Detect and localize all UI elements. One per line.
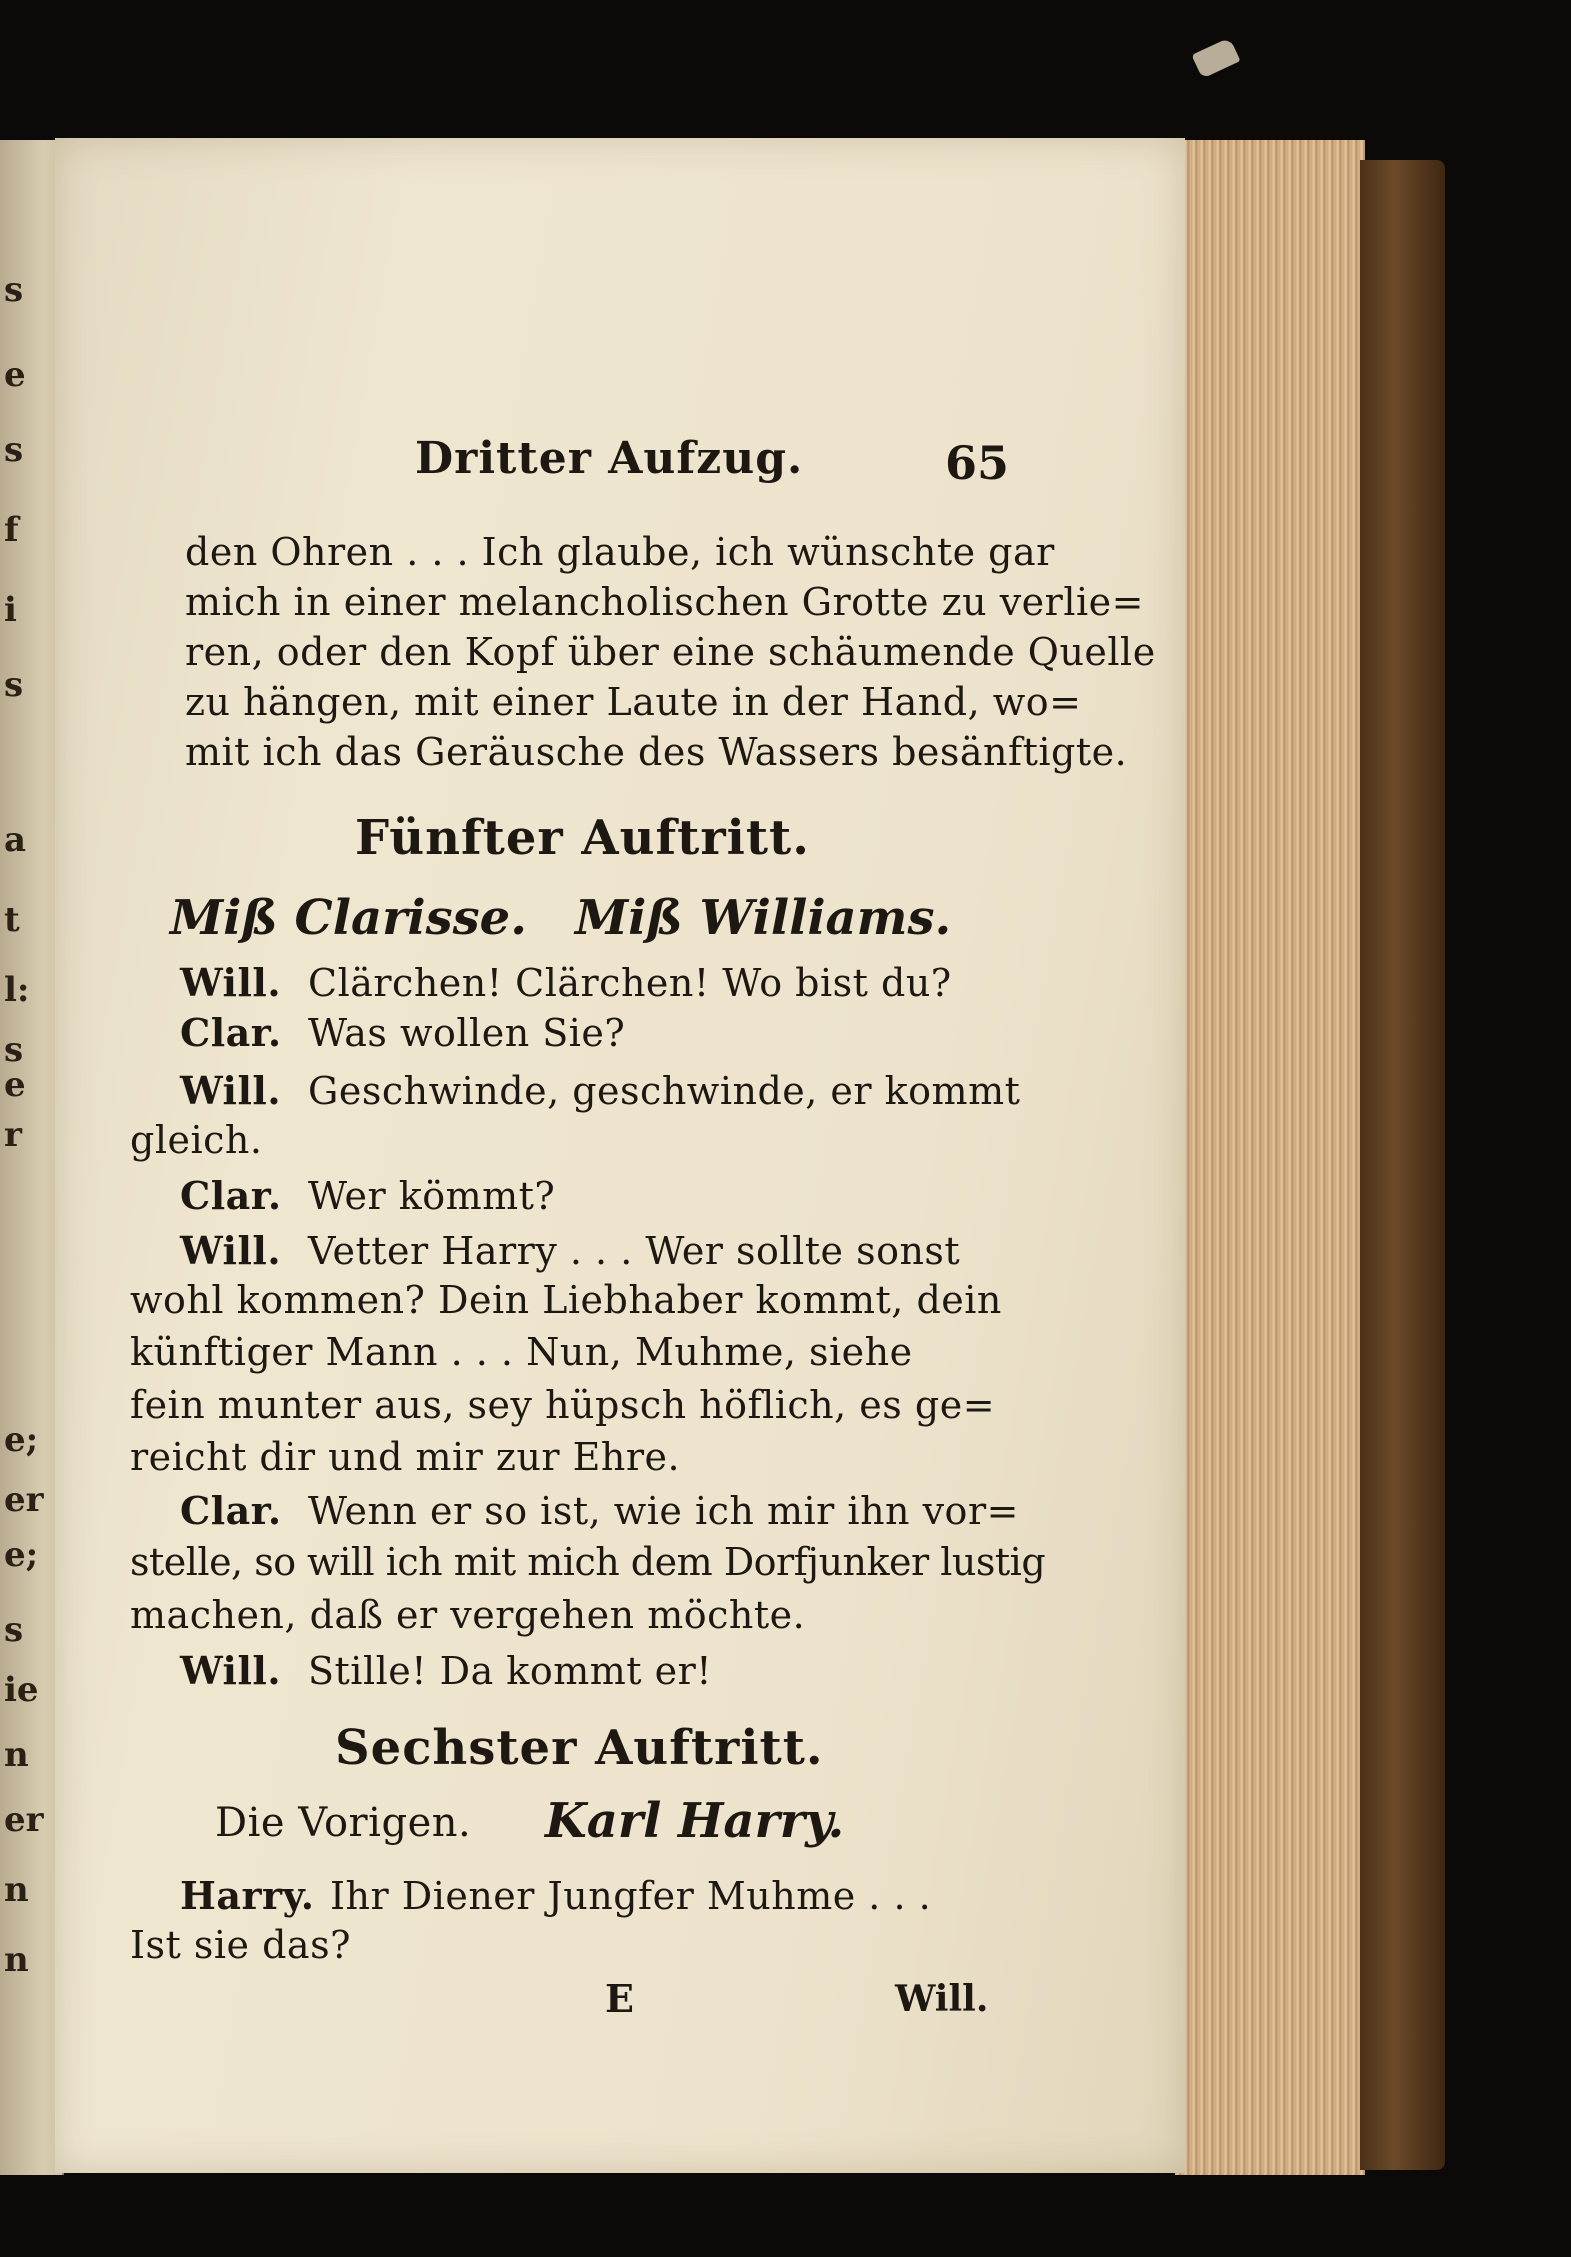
dialogue-text: Wer kömmt? [308,1174,556,1218]
text-line: den Ohren . . . Ich glaube, ich wünschte gar [185,530,1055,574]
margin-fragment: f [4,510,19,550]
scene-heading: Sechster Auftritt. [335,1720,824,1776]
dialogue-line [180,1873,931,1918]
running-head: Dritter Aufzug. [415,433,804,484]
dialogue-text: Ihr Diener Jungfer Muhme . . . [330,1874,932,1918]
text-line: zu hängen, mit einer Laute in der Hand, wo= [185,680,1082,724]
text-line: mit ich das Geräusche des Wassers besänftigte. [185,730,1128,774]
margin-fragment: s [4,665,24,705]
speaker-label: Will. [180,1228,282,1273]
dialogue-line [130,1383,995,1427]
margin-fragment: a [4,820,27,860]
speaker-label: Harry. [180,1873,315,1918]
dialogue-line [180,1488,1019,1533]
dialogue-line [130,1118,262,1162]
dialogue-line [180,1228,960,1273]
margin-fragment: er [4,1480,44,1520]
margin-fragment: l: [4,970,30,1010]
dialogue-line [180,1173,555,1218]
book-cover [1360,160,1445,2170]
dialogue-line [130,1923,351,1967]
margin-fragment: e; [4,1535,39,1575]
margin-fragment: e [4,1065,26,1105]
margin-fragment: e; [4,1420,39,1460]
cast-name: Karl Harry. [545,1793,845,1849]
margin-fragment: ie [4,1670,39,1710]
margin-fragment: t [4,900,20,940]
text-line: mich in einer melancholischen Grotte zu verlie= [185,580,1144,624]
dialogue-text: reicht dir und mir zur Ehre. [130,1435,681,1479]
cast-name: Miß Williams. [575,890,952,946]
dialogue-text: wohl kommen? Dein Liebhaber kommt, dein [130,1278,1002,1322]
dialogue-text: Ist sie das? [130,1923,351,1967]
margin-fragment: n [4,1940,29,1980]
dialogue-text: Was wollen Sie? [308,1011,626,1055]
margin-fragment: n [4,1870,29,1910]
signature-mark: E [605,1976,634,2021]
catchword: Will. [895,1978,989,2020]
dialogue-line [180,1010,625,1055]
dialogue-line [130,1540,1045,1584]
cast-name: Miß Clarisse. [170,890,527,946]
dialogue-text: Clärchen! Clärchen! Wo bist du? [308,961,952,1005]
paper-speck [1191,37,1240,78]
dialogue-text: gleich. [130,1118,263,1162]
margin-fragment: s [4,270,24,310]
dialogue-line [180,1648,712,1693]
speaker-label: Will. [180,1068,282,1113]
speaker-label: Clar. [180,1173,282,1218]
dialogue-line [130,1330,913,1374]
page-number: 65 [945,436,1010,490]
margin-fragment: e [4,355,26,395]
speaker-label: Clar. [180,1488,282,1533]
dialogue-line [130,1435,680,1479]
dialogue-text: fein munter aus, sey hüpsch höflich, es ge= [130,1383,996,1427]
dialogue-text: Vetter Harry . . . Wer sollte sonst [308,1229,961,1273]
dialogue-text: Wenn er so ist, wie ich mir ihn vor= [308,1489,1019,1533]
dialogue-text: stelle, so will ich mit mich dem Dorfjunker lustig [130,1540,1046,1584]
speaker-label: Clar. [180,1010,282,1055]
dialogue-text: Geschwinde, geschwinde, er kommt [308,1069,1021,1113]
speaker-label: Will. [180,1648,282,1693]
scene-heading: Fünfter Auftritt. [355,810,810,866]
dialogue-line [130,1593,805,1637]
cast-name: Die Vorigen. [215,1800,472,1846]
margin-fragment: i [4,590,17,630]
margin-fragment: s [4,1030,24,1070]
margin-fragment: s [4,430,24,470]
text-line: ren, oder den Kopf über eine schäumende Quelle [185,630,1156,674]
dialogue-text: machen, daß er vergehen möchte. [130,1593,806,1637]
margin-fragment: n [4,1735,29,1775]
book-page [55,138,1185,2173]
dialogue-text: Stille! Da kommt er! [308,1649,713,1693]
margin-fragment: r [4,1115,22,1155]
margin-fragment: s [4,1610,24,1650]
dialogue-line [180,960,952,1005]
dialogue-line [180,1068,1020,1113]
speaker-label: Will. [180,960,282,1005]
margin-fragment: er [4,1800,44,1840]
page-edges [1175,140,1365,2175]
dialogue-line [130,1278,1002,1322]
dialogue-text: künftiger Mann . . . Nun, Muhme, siehe [130,1330,913,1374]
